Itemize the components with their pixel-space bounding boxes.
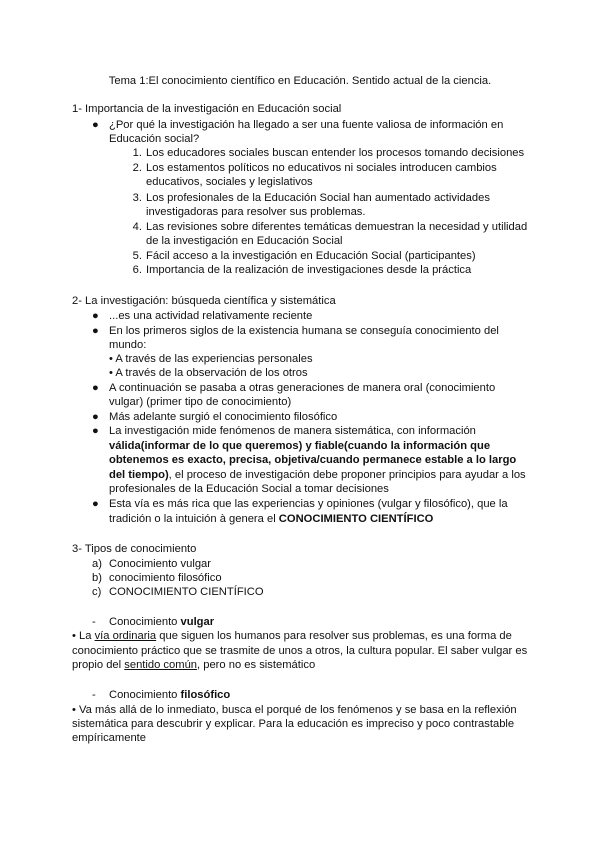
bullet-marker: ● xyxy=(92,498,99,510)
list-item: Las revisiones sobre diferentes temáticas demuestran la necesidad y utilidad xyxy=(146,221,528,233)
bullet-marker: ● xyxy=(92,425,99,437)
list-number: 1. xyxy=(132,147,142,159)
bullet-item: En los primeros siglos de la existencia humana se conseguía conocimiento del xyxy=(109,325,499,337)
list-number: 5. xyxy=(132,250,142,262)
bullet-marker: ● xyxy=(92,119,99,131)
underlined-text: sentido común xyxy=(124,659,198,671)
text-span: Conocimiento xyxy=(109,689,181,701)
list-number: 3. xyxy=(132,192,142,204)
bullet-marker: ● xyxy=(92,382,99,394)
paragraph-line: sistemática para descubrir y explicar. Para la educación es impreciso y poco contrastable xyxy=(72,718,515,730)
bullet-item: A continuación se pasaba a otras generaciones de manera oral (conocimiento xyxy=(109,382,496,394)
subheading-filosofico xyxy=(109,688,230,703)
text-span: , pero no es sistemático xyxy=(197,659,316,671)
list-item-cont: educativos, sociales y legislativos xyxy=(146,176,313,188)
paragraph-line xyxy=(72,658,315,673)
bold-text: vulgar xyxy=(180,616,215,628)
bullet-marker: ● xyxy=(92,411,99,423)
bullet-item: La investigación mide fenómenos de manera sistemática, con información xyxy=(109,425,476,437)
paragraph-line: • Va más allá de lo inmediato, busca el porqué de los fenómenos y se basa en la reflexión xyxy=(72,704,517,716)
bullet-item: Más adelante surgió el conocimiento filosófico xyxy=(109,411,338,423)
section-1-question: ¿Por qué la investigación ha llegado a ser una fuente valiosa de información en xyxy=(109,119,504,131)
sub-bullet-item: • A través de la observación de los otros xyxy=(109,367,308,379)
text-span: Conocimiento xyxy=(109,616,181,628)
list-marker: a) xyxy=(92,558,102,570)
bullet-marker: ● xyxy=(92,325,99,337)
section-1-question-cont: Educación social? xyxy=(109,133,200,145)
bold-text: obtenemos es exacto, precisa, objetiva/cuando permanece estable a lo largo xyxy=(109,454,517,466)
bold-text: del tiempo) xyxy=(109,469,169,481)
bullet-item-cont: mundo: xyxy=(109,339,147,351)
text-span: que siguen los humanos para resolver sus problemas, es una forma de xyxy=(156,630,512,642)
list-item-cont: de la investigación en Educación Social xyxy=(146,235,343,247)
document-title: Tema 1:El conocimiento científico en Educación. Sentido actual de la ciencia. xyxy=(108,75,492,87)
sub-bullet-item: • A través de las experiencias personales xyxy=(109,353,313,365)
bullet-item-cont xyxy=(109,468,526,483)
text-span: tradición o la intuición à genera el xyxy=(109,513,279,525)
dash-marker: - xyxy=(92,616,96,628)
list-item: conocimiento filosófico xyxy=(109,572,222,584)
text-span: propio del xyxy=(72,659,125,671)
paragraph-line: conocimiento práctico que se trasmite de unos a otros, la cultura popular. El saber vulgar es xyxy=(72,645,528,657)
underlined-text: vía ordinaria xyxy=(94,630,157,642)
list-marker: c) xyxy=(92,586,102,598)
text-span: , el proceso de investigación debe proponer principios para ayudar a los xyxy=(168,469,526,481)
bold-text: filosófico xyxy=(180,689,231,701)
bullet-item-cont: vulgar) (primer tipo de conocimiento) xyxy=(109,396,292,408)
list-number: 2. xyxy=(132,162,142,174)
list-item: Los estamentos políticos no educativos ni sociales introducen cambios xyxy=(146,162,497,174)
list-item: Importancia de la realización de investigaciones desde la práctica xyxy=(146,264,472,276)
bullet-marker: ● xyxy=(92,310,99,322)
list-item: CONOCIMIENTO CIENTÍFICO xyxy=(109,586,264,598)
bullet-item-cont: profesionales de la Educación Social a tomar decisiones xyxy=(109,483,389,495)
list-item-cont: investigadoras para resolver sus problemas. xyxy=(146,206,366,218)
bold-text: CONOCIMIENTO CIENTÍFICO xyxy=(278,513,434,525)
list-item: Los profesionales de la Educación Social han aumentado actividades xyxy=(146,192,490,204)
list-item: Fácil acceso a la investigación en Educación Social (participantes) xyxy=(146,250,476,262)
paragraph-line xyxy=(72,629,512,644)
bullet-item-cont xyxy=(109,512,433,527)
list-item: Los educadores sociales buscan entender los procesos tomando decisiones xyxy=(146,147,525,159)
paragraph-line: empíricamente xyxy=(72,732,146,744)
list-marker: b) xyxy=(92,572,102,584)
bold-text: válida(informar de lo que queremos) y fiable(cuando la información que xyxy=(109,440,491,452)
subheading-vulgar xyxy=(109,615,214,630)
list-item: Conocimiento vulgar xyxy=(109,558,211,570)
list-number: 4. xyxy=(132,221,142,233)
section-3-heading: 3- Tipos de conocimiento xyxy=(72,543,197,555)
bullet-item: Esta vía es más rica que las experiencias y opiniones (vulgar y filosófico), que la xyxy=(109,498,508,510)
text-span: • La xyxy=(72,630,95,642)
section-1-heading: 1- Importancia de la investigación en Educación social xyxy=(72,103,342,115)
list-number: 6. xyxy=(132,264,142,276)
bullet-item: ...es una actividad relativamente reciente xyxy=(109,310,313,322)
dash-marker: - xyxy=(92,689,96,701)
section-2-heading: 2- La investigación: búsqueda científica y sistemática xyxy=(72,295,336,307)
